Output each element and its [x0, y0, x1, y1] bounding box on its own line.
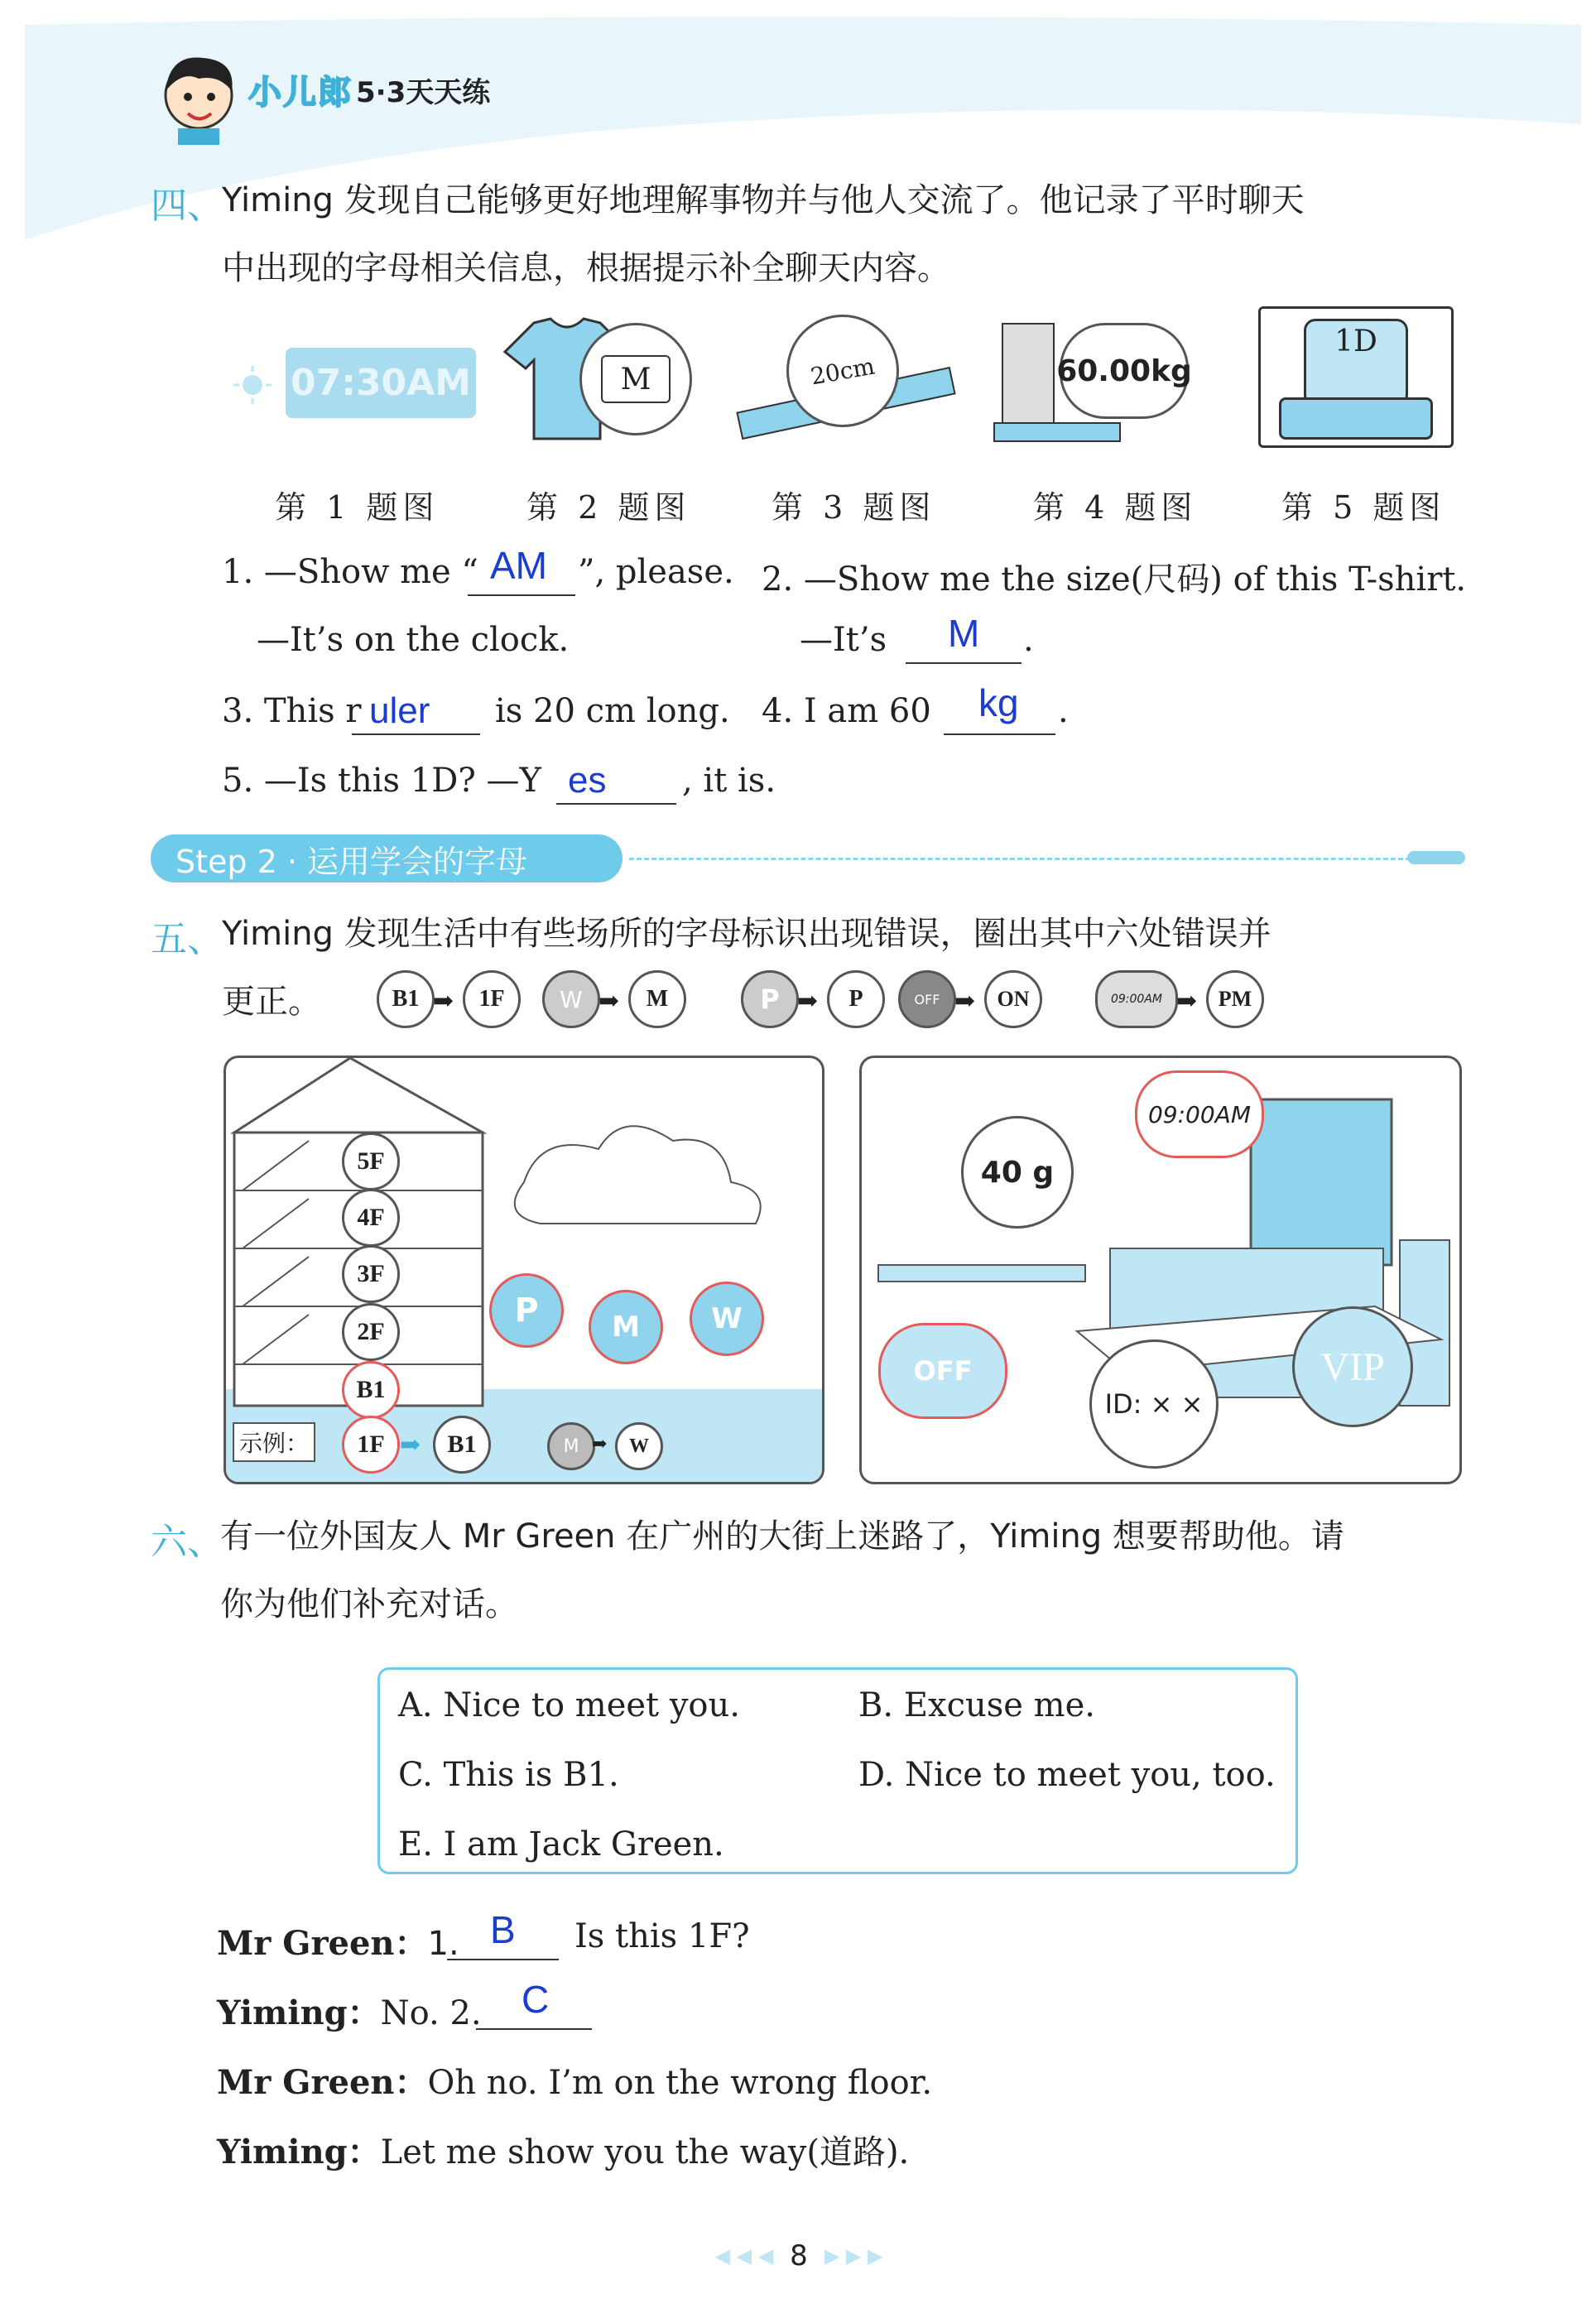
step2-label: Step 2 · 运用学会的字母	[175, 843, 528, 880]
example-m-sign: M	[547, 1422, 595, 1470]
dialog-2-answer: C	[522, 1978, 550, 2021]
parking-sign-error[interactable]: P	[489, 1273, 564, 1348]
example-label: 示例：	[233, 1422, 315, 1462]
example-1f-circle: 1F	[463, 970, 521, 1028]
scale-legs	[1002, 323, 1055, 426]
section-5-instruction-line1: Yiming 发现生活中有些场所的字母标识出现错误，圈出其中六处错误并	[222, 915, 1272, 953]
q5-answer: es	[568, 760, 607, 801]
right-arrows-icon: ▶ ▶ ▶	[824, 2244, 883, 2268]
ruler-length-label: 20cm	[808, 351, 877, 391]
picture-2-tshirt	[501, 306, 699, 447]
q1-text-start: 1. —Show me “	[222, 553, 478, 591]
q4-text-end: .	[1058, 692, 1069, 730]
speaker-mr-green: Mr Green：	[217, 2063, 428, 2102]
floor-5f-label: 5F	[342, 1133, 400, 1190]
scale-reading: 60.00kg	[1056, 353, 1192, 388]
arrow-icon: ➡	[433, 987, 454, 1016]
speaker-yiming: Yiming：	[217, 1993, 381, 2032]
picture-3-ruler	[737, 315, 960, 455]
example-m-circle: M	[628, 970, 686, 1028]
footer	[687, 2235, 911, 2277]
dialog-1-text: Is this 1F?	[574, 1917, 750, 1955]
example-b1-answer: B1	[433, 1416, 491, 1474]
floor-b1-label-error[interactable]: B1	[342, 1361, 400, 1419]
picture-4-scale	[993, 323, 1209, 455]
clock-sign-error[interactable]: 09:00AM	[1135, 1070, 1264, 1158]
q2-reply-start: —It’s	[800, 621, 887, 659]
speaker-yiming: Yiming：	[217, 2133, 381, 2171]
q2-answer-blank[interactable]	[906, 662, 1022, 664]
right-scene-bedroom	[859, 1056, 1462, 1484]
q1-answer-blank[interactable]	[468, 594, 575, 596]
left-arrows-icon: ◀ ◀ ◀	[714, 2244, 774, 2268]
step2-banner	[151, 834, 623, 882]
example-w-answer: W	[615, 1422, 663, 1470]
q3-answer: uler	[369, 690, 430, 731]
floor-2f-label: 2F	[342, 1303, 400, 1361]
toilet-m-sign-error[interactable]: M	[589, 1290, 663, 1364]
vip-label: VIP	[1292, 1306, 1413, 1427]
speaker-mr-green: Mr Green：	[217, 1924, 428, 1963]
clock-display: 07:30AM	[286, 348, 476, 418]
section-4-instruction-line2: 中出现的字母相关信息，根据提示补全聊天内容。	[222, 249, 950, 287]
example-off-switch: OFF	[898, 970, 956, 1028]
step2-dashed-line	[629, 858, 1440, 860]
option-c: C. This is B1.	[398, 1756, 619, 1794]
floor-4f-label: 4F	[342, 1189, 400, 1247]
q4-text-start: 4. I am 60	[762, 692, 931, 730]
header-series: 5·3天天练	[356, 76, 491, 109]
q2-reply-end: .	[1023, 621, 1034, 659]
dialog-3-text: Oh no. I’m on the wrong floor.	[427, 2064, 933, 2102]
size-magnifier	[579, 323, 692, 435]
building-background	[226, 1058, 822, 1482]
step2-line-end	[1407, 851, 1465, 864]
scale-plate	[993, 422, 1121, 442]
example-on-circle: ON	[984, 970, 1042, 1028]
section-4-instruction-line1: Yiming 发现自己能够更好地理解事物并与他人交流了。他记录了平时聊天	[222, 181, 1305, 219]
options-box	[377, 1667, 1298, 1874]
dialog-line-2	[217, 1987, 482, 2034]
example-p-circle: P	[827, 970, 885, 1028]
example-1f-circle-red: 1F	[342, 1416, 400, 1474]
mascot-boy-icon	[153, 46, 244, 145]
correction-examples	[377, 965, 1287, 1032]
ruler-magnifier	[786, 315, 899, 427]
picture-5-seat	[1258, 306, 1457, 447]
example-parking-sign: P	[741, 970, 799, 1028]
q1-text-end: ”, please.	[578, 553, 734, 591]
dialog-number-2: No. 2.	[380, 1994, 482, 2032]
arrow-icon: ➡	[1176, 987, 1198, 1016]
size-label-tag: M	[601, 355, 671, 403]
id-label: ID: × ×	[1089, 1339, 1219, 1469]
q5-answer-blank[interactable]	[556, 803, 676, 805]
arrow-icon: ➡	[598, 987, 620, 1016]
option-e: E. I am Jack Green.	[398, 1825, 724, 1864]
seat-number-label: 1D	[1334, 325, 1377, 358]
section-6-instruction-line1: 有一位外国友人 Mr Green 在广州的大街上迷路了，Yiming 想要帮助他。请	[220, 1517, 1344, 1556]
page-number: 8	[790, 2239, 808, 2272]
picture-3-caption: 第 3 题图	[772, 489, 936, 526]
dialog-1-answer: B	[490, 1908, 516, 1951]
floor-3f-label: 3F	[342, 1245, 400, 1303]
section-6-number: 六、	[151, 1521, 224, 1563]
picture-2-caption: 第 2 题图	[526, 489, 691, 526]
sun-icon	[232, 364, 273, 406]
header-brand: 小儿郎	[248, 74, 353, 112]
toilet-w-sign-error[interactable]: W	[690, 1282, 764, 1356]
q1-reply: —It’s on the clock.	[257, 621, 570, 659]
q1-answer: AM	[490, 544, 547, 587]
picture-4-caption: 第 4 题图	[1033, 489, 1198, 526]
q2-answer: M	[948, 612, 980, 655]
q2-question: 2. —Show me the size(尺码) of this T-shirt.	[762, 560, 1467, 599]
example2-arrow-icon: ➡	[592, 1434, 608, 1455]
weight-label: 40 g	[961, 1116, 1074, 1229]
left-scene-building	[224, 1056, 824, 1484]
q5-text-end: , it is.	[682, 762, 776, 800]
option-b: B. Excuse me.	[858, 1686, 1095, 1724]
section-5-instruction-line2: 更正。	[222, 983, 321, 1021]
q4-answer: kg	[978, 681, 1019, 724]
dialog-number-1: 1.	[427, 1925, 459, 1963]
dialog-line-4	[217, 2126, 909, 2173]
example-clock-sign: 09:00AM	[1095, 970, 1178, 1028]
dialog-1-answer-blank[interactable]	[447, 1959, 559, 1960]
section-5-number: 五、	[151, 918, 224, 960]
q3-answer-blank[interactable]	[352, 733, 480, 735]
picture-5-caption: 第 5 题图	[1281, 489, 1446, 526]
seat-base	[1279, 397, 1433, 440]
arrow-icon: ➡	[797, 987, 819, 1016]
q3-text-end: is 20 cm long.	[495, 692, 730, 730]
dialog-line-1	[217, 1917, 459, 1965]
q4-answer-blank[interactable]	[944, 733, 1055, 735]
seat-back	[1304, 319, 1408, 406]
option-d: D. Nice to meet you, too.	[858, 1756, 1276, 1794]
section-4-number: 四、	[151, 185, 224, 227]
q3-text-start: 3. This r	[222, 692, 362, 730]
section-4-pictures	[224, 306, 1465, 472]
example-b1-circle: B1	[377, 970, 435, 1028]
dialog-2-answer-blank[interactable]	[476, 2028, 592, 2030]
picture-1-clock	[232, 348, 480, 422]
option-a: A. Nice to meet you.	[398, 1686, 740, 1724]
section-6-instruction-line2: 你为他们补充对话。	[220, 1585, 518, 1623]
example-pm-circle: PM	[1206, 970, 1264, 1028]
q5-text-start: 5. —Is this 1D? —Y	[222, 762, 541, 800]
dialog-4-text: Let me show you the way(道路).	[380, 2133, 910, 2171]
dialog-line-3	[217, 2056, 932, 2104]
scale-magnifier	[1056, 323, 1192, 419]
example-w-sign: W	[542, 970, 600, 1028]
example-arrow-icon: ➡	[400, 1431, 421, 1460]
picture-1-caption: 第 1 题图	[275, 489, 440, 526]
off-switch-error[interactable]: OFF	[878, 1323, 1007, 1419]
arrow-icon: ➡	[954, 987, 976, 1016]
